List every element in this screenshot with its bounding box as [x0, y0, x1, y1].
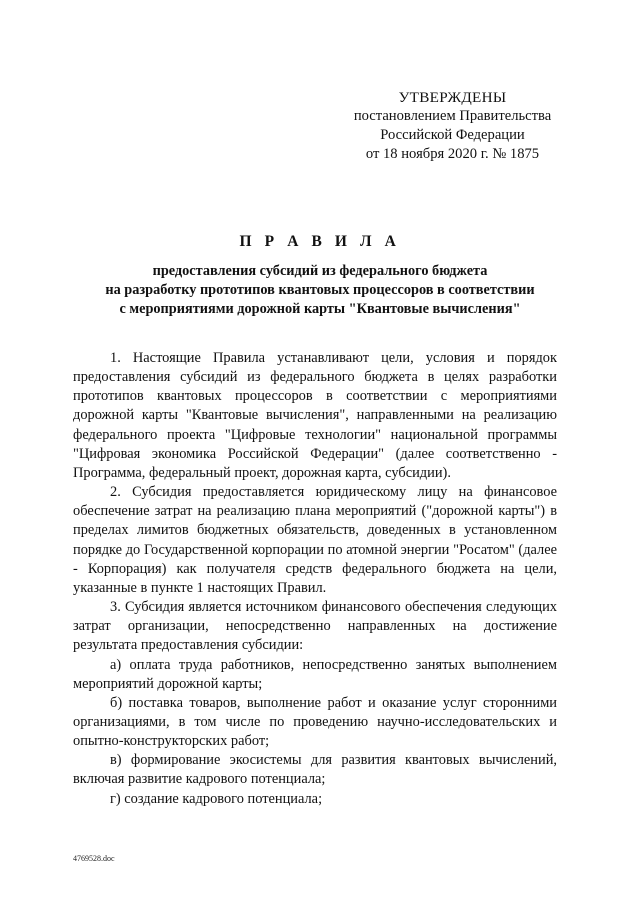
- list-item-d: г) создание кадрового потенциала;: [110, 790, 323, 807]
- approval-block: [340, 88, 565, 164]
- document-title: П Р А В И Л А: [239, 233, 401, 250]
- list-item-b: б) поставка товаров, выполнение работ и оказание услуг сторонними организациями, в том числе по проведению научно-исследовательских и опытно-конструкторских работ;: [73, 694, 557, 750]
- paragraph-1: 1. Настоящие Правила устанавливают цели, условия и порядок предоставления субсидий из федерального бюджета в целях разработки прототипов квантовых процессоров в соответствии с мероприятиями дорожной карты "Квантовые вычисления", направленными на реализацию федерального проекта "Цифровые технологии" национальной программы "Цифровая экономика Российской Федерации" (далее соответственно - Программа, федеральный проект, дорожная карта, субсидии).: [73, 350, 557, 481]
- approval-line-federation: Российской Федерации: [380, 127, 525, 143]
- subtitle-line: на разработку прототипов квантовых процессоров в соответствии: [105, 282, 535, 298]
- file-code: 4769528.doc: [73, 854, 115, 863]
- list-item-a: а) оплата труда работников, непосредственно занятых выполнением мероприятий дорожной карты;: [73, 656, 557, 692]
- list-item-c: в) формирование экосистемы для развития квантовых вычислений, включая развитие кадрового потенциала;: [73, 752, 557, 788]
- approval-line-date-number: от 18 ноября 2020 г. № 1875: [365, 146, 540, 162]
- paragraph-2: 2. Субсидия предоставляется юридическому лицу на финансовое обеспечение затрат на реализацию плана мероприятий ("дорожной карты") в пределах лимитов бюджетных обязательств, доведенных в установленном порядке до Государственной корпорации по атомной энергии "Росатом" (далее - Корпорация) как получателя средств федерального бюджета на цели, указанные в пункте 1 настоящих Правил.: [73, 484, 557, 596]
- approval-line-resolution: постановлением Правительства: [353, 108, 552, 124]
- subtitle-line: предоставления субсидий из федерального бюджета: [152, 263, 488, 279]
- document-body: [73, 349, 557, 809]
- subtitle-line: с мероприятиями дорожной карты "Квантовые вычисления": [119, 301, 521, 317]
- approval-heading: УТВЕРЖДЕНЫ: [398, 89, 507, 106]
- paragraph-3: 3. Субсидия является источником финансового обеспечения следующих затрат организации, непосредственно направленных на достижение результата предоставления субсидии:: [73, 599, 557, 654]
- document-subtitle: [60, 262, 580, 319]
